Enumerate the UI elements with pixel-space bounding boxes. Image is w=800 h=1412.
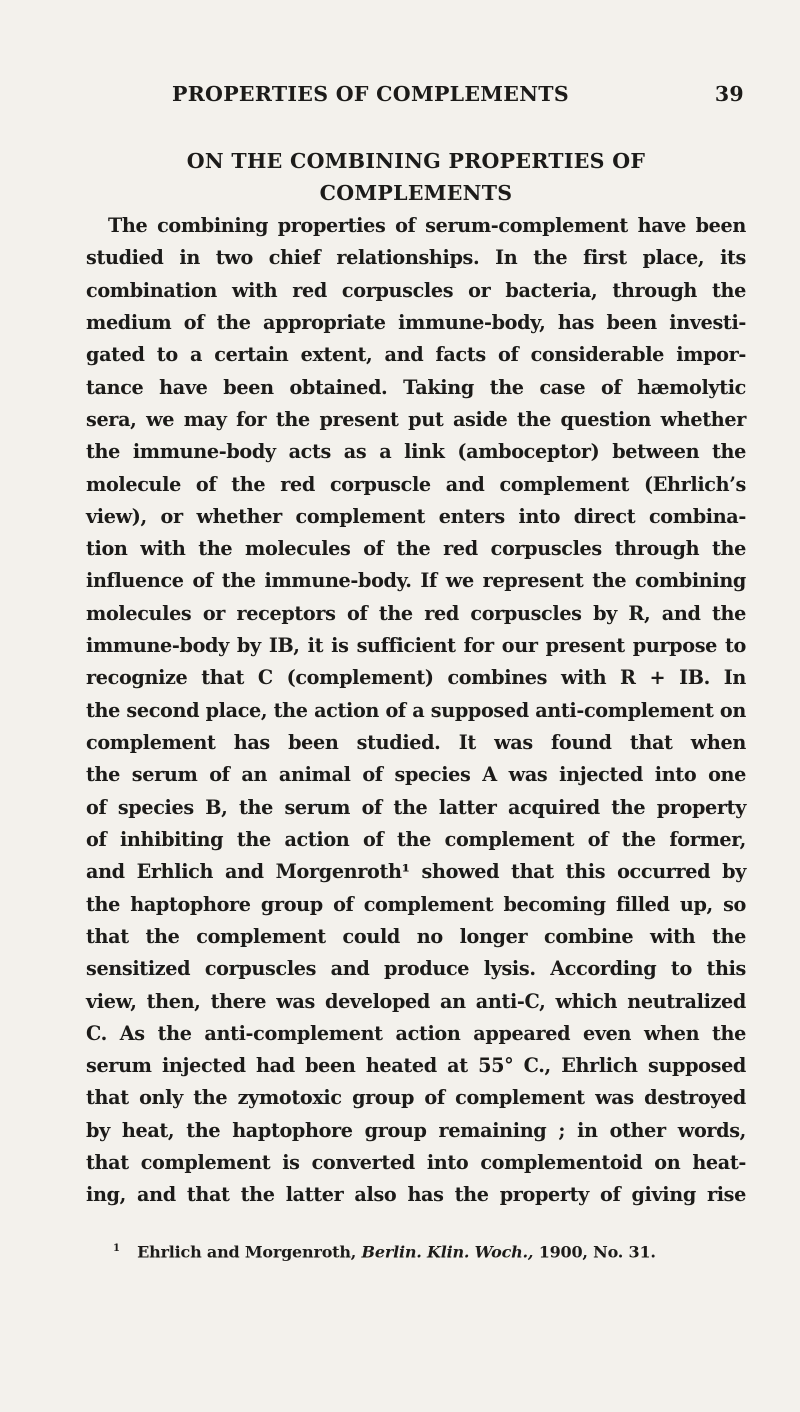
footnote-citation: 1900, No. 31. <box>538 1242 656 1262</box>
text-line: the second place, the action of a supposed anti-complement on <box>86 698 746 722</box>
text-line: sera, we may for the present put aside the question whether <box>86 407 746 431</box>
text-line: sensitized corpuscles and produce lysis. According to this <box>86 957 746 981</box>
text-line: tion with the molecules of the red corpuscles through the <box>86 537 746 561</box>
footnote-marker: 1 <box>113 1243 120 1254</box>
text-line: combination with red corpuscles or bacteria, through the <box>86 278 746 302</box>
running-title: PROPERTIES OF COMPLEMENTS <box>172 82 569 106</box>
text-line: by heat, the haptophore group remaining ; in other words, <box>86 1118 746 1142</box>
text-line: ing, and that the latter also has the property of giving rise <box>86 1183 746 1207</box>
text-line: that the complement could no longer combine with the <box>86 924 746 948</box>
body-paragraph <box>86 210 746 1212</box>
text-line: that only the zymotoxic group of complement was destroyed <box>86 1086 746 1110</box>
text-line: influence of the immune-body. If we represent the combining <box>86 569 746 593</box>
page-number: 39 <box>714 82 744 106</box>
footnote-authors: Ehrlich and Morgenroth, <box>137 1242 357 1262</box>
running-header <box>172 82 744 112</box>
text-line: tance have been obtained. Taking the case of hæmolytic <box>86 375 746 399</box>
section-heading-line: ON THE COMBINING PROPERTIES OF <box>186 149 646 173</box>
text-line: complement has been studied. It was found that when <box>86 731 746 754</box>
text-line: that complement is converted into complementoid on heat- <box>86 1151 746 1175</box>
text-line: of species B, the serum of the latter acquired the property <box>86 795 746 819</box>
text-line: C. As the anti-complement action appeared even when the <box>86 1021 746 1045</box>
text-line: view), or whether complement enters into direct combina- <box>86 504 746 528</box>
text-line: the haptophore group of complement becoming filled up, so <box>86 892 746 916</box>
text-line: and Erhlich and Morgenroth¹ showed that this occurred by <box>86 860 746 884</box>
text-line: of inhibiting the action of the complement of the former, <box>86 827 746 851</box>
text-line: recognize that C (complement) combines with R + IB. In <box>86 666 746 690</box>
text-line: immune-body by IB, it is sufficient for our present purpose to <box>86 634 746 658</box>
text-line: serum injected had been heated at 55° C., Ehrlich supposed <box>86 1054 746 1078</box>
footnote-journal: Berlin. Klin. Woch., <box>361 1242 534 1262</box>
text-line: gated to a certain extent, and facts of considerable impor- <box>86 343 746 367</box>
text-line: the immune-body acts as a link (amboceptor) between the <box>86 440 746 464</box>
text-line: The combining properties of serum-complement have been <box>108 214 746 237</box>
section-heading-line: COMPLEMENTS <box>319 181 513 205</box>
text-line: molecule of the red corpuscle and complement (Ehrlich’s <box>86 472 746 496</box>
text-line: medium of the appropriate immune-body, has been investi- <box>86 310 746 334</box>
text-line: molecules or receptors of the red corpuscles by R, and the <box>86 601 746 625</box>
footnote <box>113 1237 753 1264</box>
text-line: the serum of an animal of species A was injected into one <box>86 763 746 787</box>
text-line: view, then, there was developed an anti-C, which neutralized <box>86 989 746 1013</box>
text-line: studied in two chief relationships. In the first place, its <box>86 246 746 270</box>
section-heading <box>86 145 746 209</box>
